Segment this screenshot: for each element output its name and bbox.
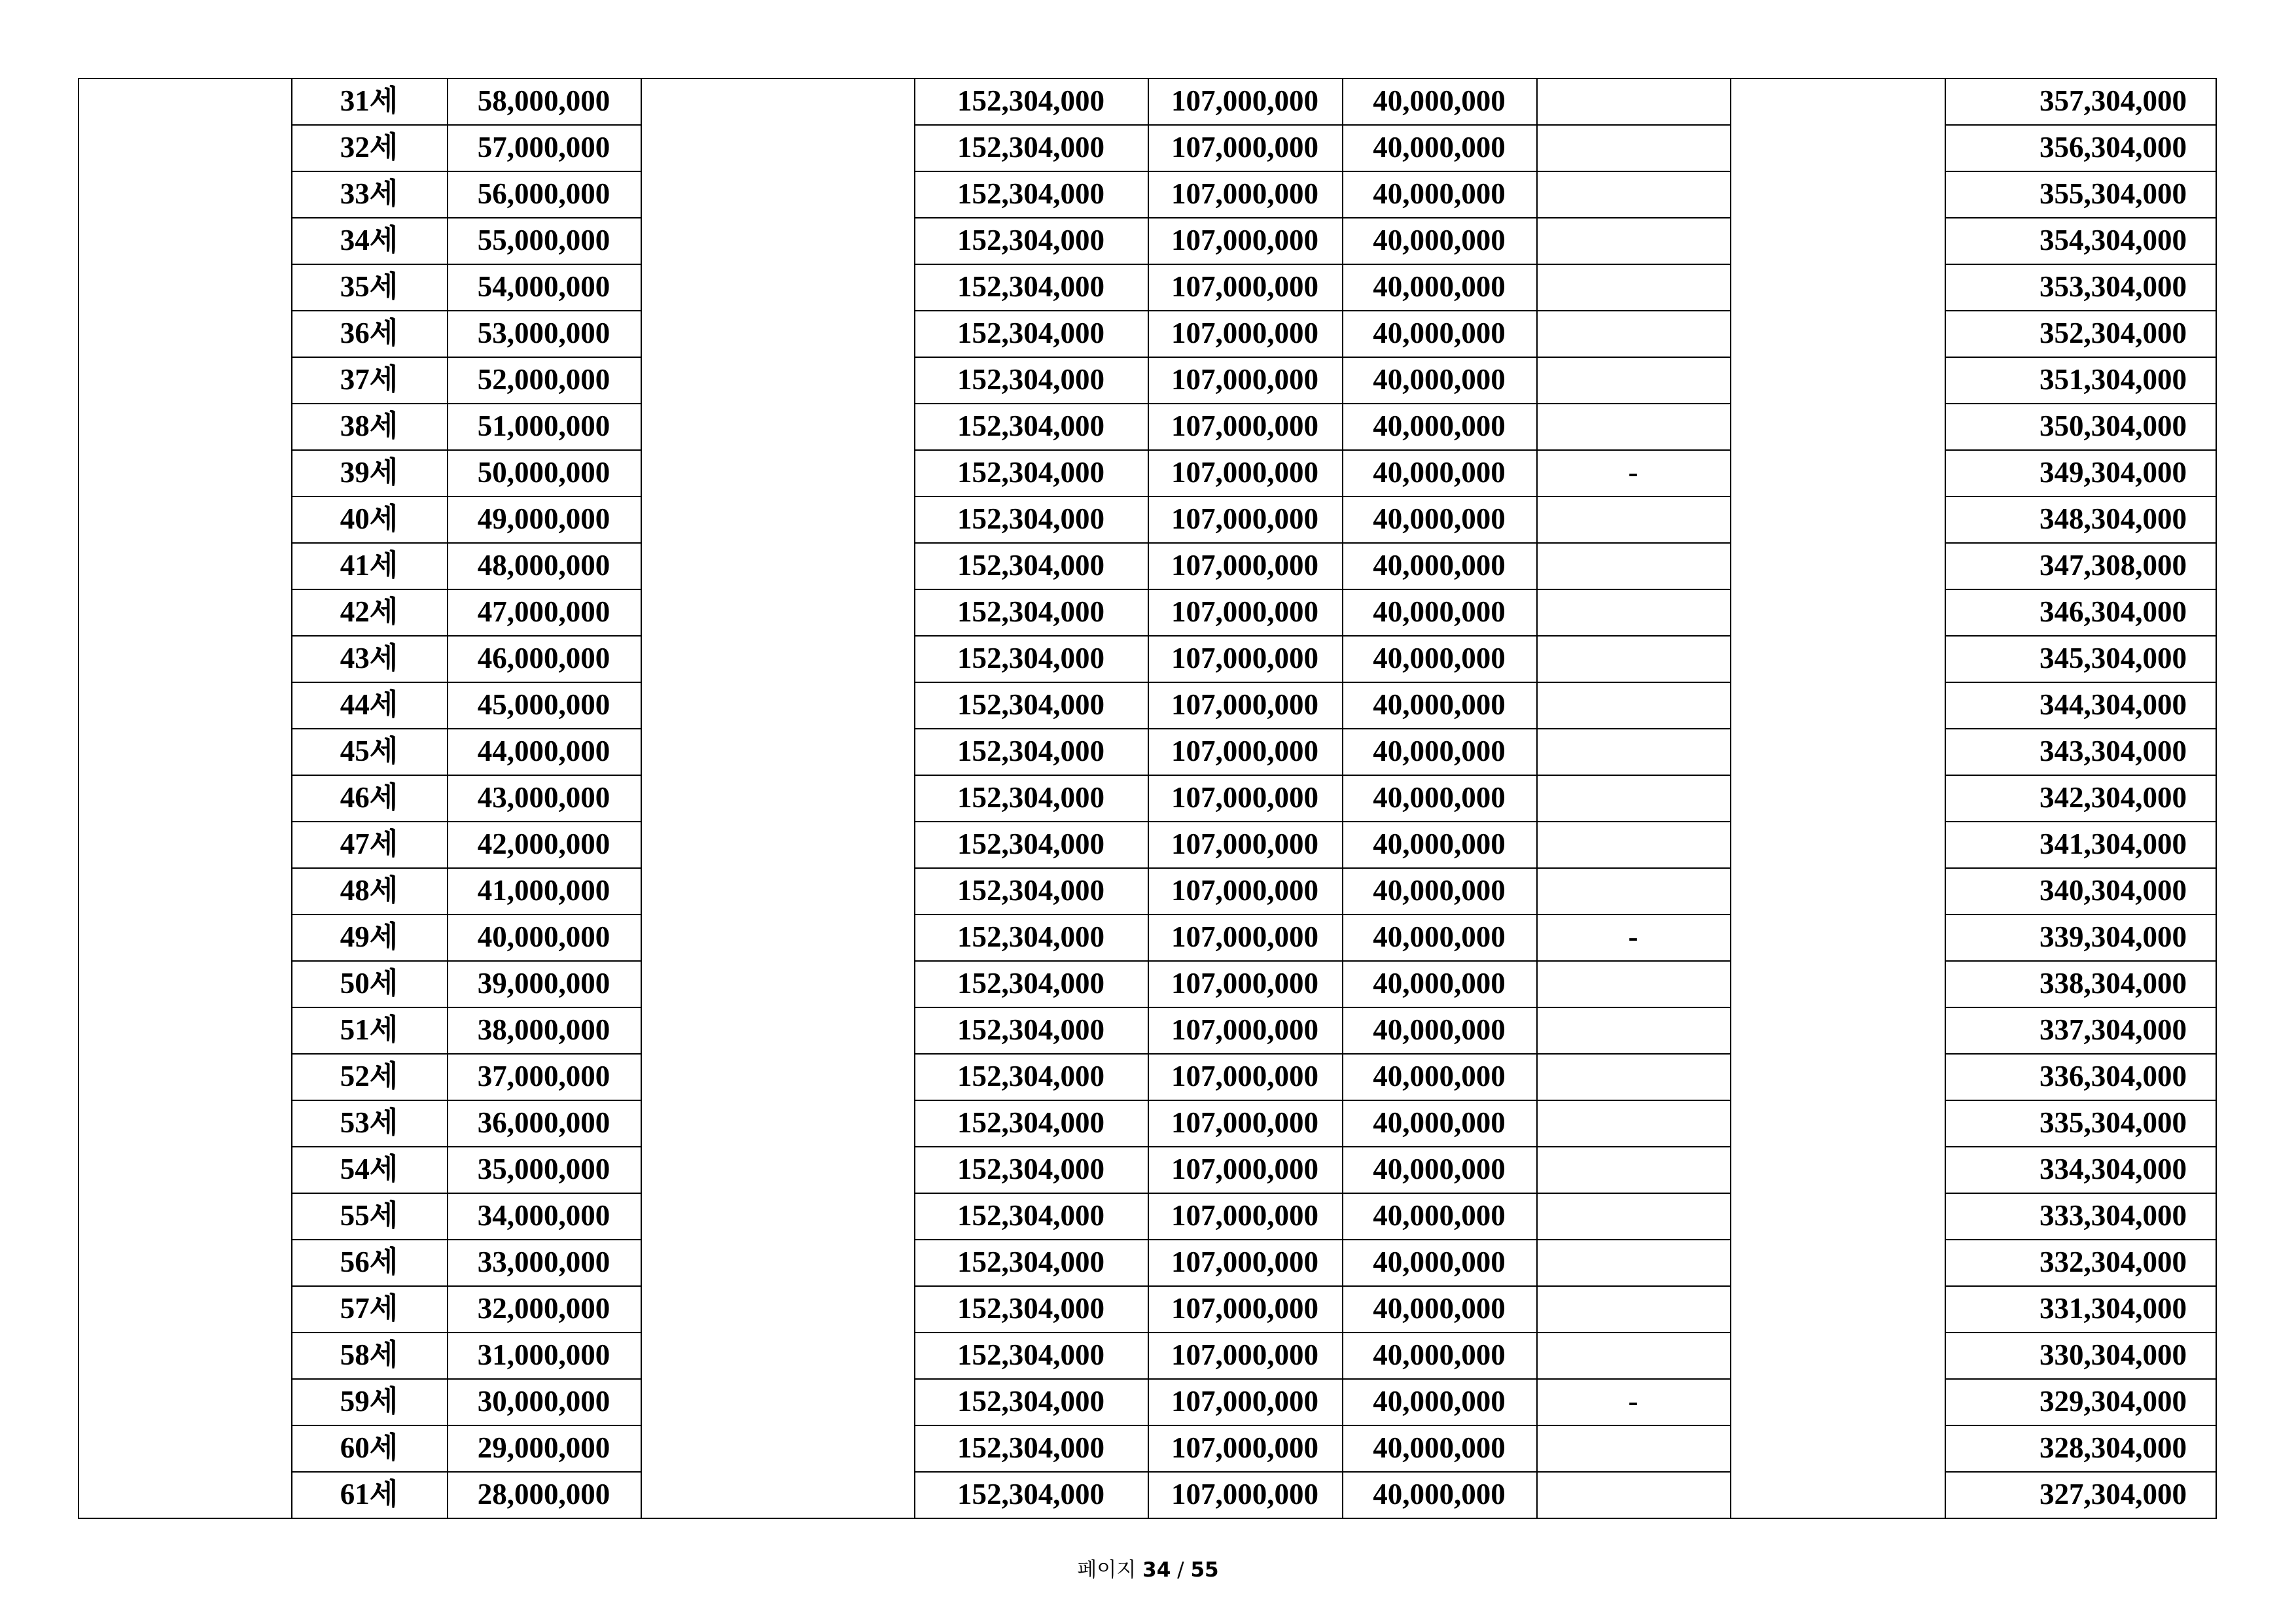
amount-b-cell: 107,000,000	[1171, 967, 1318, 1000]
amount-b-cell: 107,000,000	[1171, 642, 1318, 674]
dash-cell	[1536, 1193, 1730, 1239]
age-cell: 56세	[340, 1246, 398, 1278]
age-cell: 51세	[340, 1013, 398, 1046]
amount-c-cell: 40,000,000	[1373, 1431, 1506, 1464]
amount-a-cell: 152,304,000	[957, 1431, 1104, 1464]
dash-cell	[1536, 217, 1730, 264]
amount-b-cell: 107,000,000	[1171, 1013, 1318, 1046]
base-amount-cell: 32,000,000	[477, 1292, 610, 1325]
dash-cell	[1536, 728, 1730, 775]
base-amount-cell: 39,000,000	[477, 967, 610, 1000]
base-amount-cell: 58,000,000	[477, 84, 610, 117]
amount-b-cell: 107,000,000	[1171, 410, 1318, 442]
total-amount-cell: 338,304,000	[2040, 967, 2187, 1000]
table-column-border	[641, 78, 642, 1519]
total-amount-cell: 342,304,000	[2040, 781, 2187, 814]
base-amount-cell: 37,000,000	[477, 1060, 610, 1092]
age-cell: 33세	[340, 177, 398, 210]
dash-cell: -	[1628, 920, 1638, 953]
age-cell: 60세	[340, 1431, 398, 1464]
age-cell: 48세	[340, 874, 398, 907]
age-cell: 59세	[340, 1385, 398, 1418]
table-column-border	[78, 78, 79, 1519]
amount-b-cell: 107,000,000	[1171, 363, 1318, 396]
dash-cell	[1536, 960, 1730, 1007]
total-amount-cell: 340,304,000	[2040, 874, 2187, 907]
total-amount-cell: 351,304,000	[2040, 363, 2187, 396]
total-amount-cell: 352,304,000	[2040, 317, 2187, 349]
age-cell: 40세	[340, 502, 398, 535]
page-label: 페이지	[1077, 1558, 1137, 1582]
amount-c-cell: 40,000,000	[1373, 1246, 1506, 1278]
dash-cell	[1536, 1471, 1730, 1518]
amount-c-cell: 40,000,000	[1373, 1338, 1506, 1371]
total-amount-cell: 350,304,000	[2040, 410, 2187, 442]
page-footer	[0, 1553, 2296, 1582]
base-amount-cell: 50,000,000	[477, 456, 610, 489]
amount-b-cell: 107,000,000	[1171, 781, 1318, 814]
age-cell: 49세	[340, 920, 398, 953]
base-amount-cell: 53,000,000	[477, 317, 610, 349]
total-amount-cell: 347,308,000	[2040, 549, 2187, 582]
amount-a-cell: 152,304,000	[957, 1060, 1104, 1092]
dash-cell	[1536, 1239, 1730, 1285]
amount-b-cell: 107,000,000	[1171, 1106, 1318, 1139]
amount-a-cell: 152,304,000	[957, 1338, 1104, 1371]
total-amount-cell: 339,304,000	[2040, 920, 2187, 953]
total-amount-cell: 333,304,000	[2040, 1199, 2187, 1232]
dash-cell	[1536, 264, 1730, 310]
amount-b-cell: 107,000,000	[1171, 1385, 1318, 1418]
amount-c-cell: 40,000,000	[1373, 781, 1506, 814]
amount-c-cell: 40,000,000	[1373, 1060, 1506, 1092]
age-cell: 42세	[340, 595, 398, 628]
total-amount-cell: 357,304,000	[2040, 84, 2187, 117]
amount-c-cell: 40,000,000	[1373, 1013, 1506, 1046]
age-cell: 43세	[340, 642, 398, 674]
dash-cell	[1536, 171, 1730, 217]
dash-cell	[1536, 496, 1730, 542]
amount-b-cell: 107,000,000	[1171, 595, 1318, 628]
amount-c-cell: 40,000,000	[1373, 1385, 1506, 1418]
amount-b-cell: 107,000,000	[1171, 1199, 1318, 1232]
amount-c-cell: 40,000,000	[1373, 502, 1506, 535]
dash-cell	[1536, 1332, 1730, 1378]
amount-c-cell: 40,000,000	[1373, 1199, 1506, 1232]
base-amount-cell: 44,000,000	[477, 735, 610, 767]
age-cell: 61세	[340, 1478, 398, 1510]
amount-b-cell: 107,000,000	[1171, 1431, 1318, 1464]
amount-c-cell: 40,000,000	[1373, 1106, 1506, 1139]
age-cell: 57세	[340, 1292, 398, 1325]
amount-b-cell: 107,000,000	[1171, 177, 1318, 210]
base-amount-cell: 52,000,000	[477, 363, 610, 396]
age-cell: 31세	[340, 84, 398, 117]
age-cell: 35세	[340, 270, 398, 303]
amount-a-cell: 152,304,000	[957, 595, 1104, 628]
amount-c-cell: 40,000,000	[1373, 967, 1506, 1000]
amount-c-cell: 40,000,000	[1373, 595, 1506, 628]
age-cell: 39세	[340, 456, 398, 489]
dash-cell	[1536, 357, 1730, 403]
age-cell: 38세	[340, 410, 398, 442]
amount-a-cell: 152,304,000	[957, 967, 1104, 1000]
base-amount-cell: 45,000,000	[477, 688, 610, 721]
amount-c-cell: 40,000,000	[1373, 920, 1506, 953]
page-total: 55	[1190, 1558, 1219, 1582]
amount-b-cell: 107,000,000	[1171, 1153, 1318, 1185]
base-amount-cell: 46,000,000	[477, 642, 610, 674]
dash-cell	[1536, 867, 1730, 914]
amount-c-cell: 40,000,000	[1373, 688, 1506, 721]
total-amount-cell: 327,304,000	[2040, 1478, 2187, 1510]
amount-b-cell: 107,000,000	[1171, 1338, 1318, 1371]
table-column-border	[1730, 78, 1731, 1519]
amount-b-cell: 107,000,000	[1171, 874, 1318, 907]
amount-a-cell: 152,304,000	[957, 1106, 1104, 1139]
amount-b-cell: 107,000,000	[1171, 828, 1318, 860]
amount-a-cell: 152,304,000	[957, 642, 1104, 674]
amount-c-cell: 40,000,000	[1373, 1292, 1506, 1325]
amount-a-cell: 152,304,000	[957, 270, 1104, 303]
base-amount-cell: 31,000,000	[477, 1338, 610, 1371]
amount-a-cell: 152,304,000	[957, 317, 1104, 349]
amount-a-cell: 152,304,000	[957, 1013, 1104, 1046]
amount-c-cell: 40,000,000	[1373, 1153, 1506, 1185]
amount-a-cell: 152,304,000	[957, 1199, 1104, 1232]
dash-cell	[1536, 1007, 1730, 1053]
base-amount-cell: 49,000,000	[477, 502, 610, 535]
base-amount-cell: 33,000,000	[477, 1246, 610, 1278]
age-cell: 44세	[340, 688, 398, 721]
dash-cell	[1536, 403, 1730, 449]
total-amount-cell: 336,304,000	[2040, 1060, 2187, 1092]
payment-table	[78, 78, 2216, 1519]
amount-c-cell: 40,000,000	[1373, 456, 1506, 489]
dash-cell	[1536, 589, 1730, 635]
base-amount-cell: 57,000,000	[477, 131, 610, 164]
amount-c-cell: 40,000,000	[1373, 874, 1506, 907]
total-amount-cell: 331,304,000	[2040, 1292, 2187, 1325]
amount-c-cell: 40,000,000	[1373, 1478, 1506, 1510]
amount-a-cell: 152,304,000	[957, 84, 1104, 117]
dash-cell	[1536, 1285, 1730, 1332]
total-amount-cell: 335,304,000	[2040, 1106, 2187, 1139]
amount-c-cell: 40,000,000	[1373, 410, 1506, 442]
amount-b-cell: 107,000,000	[1171, 456, 1318, 489]
amount-c-cell: 40,000,000	[1373, 549, 1506, 582]
amount-a-cell: 152,304,000	[957, 688, 1104, 721]
page-separator: /	[1177, 1558, 1184, 1582]
amount-a-cell: 152,304,000	[957, 1292, 1104, 1325]
amount-b-cell: 107,000,000	[1171, 1060, 1318, 1092]
table-row-border	[78, 1518, 2217, 1519]
dash-cell	[1536, 1146, 1730, 1193]
total-amount-cell: 337,304,000	[2040, 1013, 2187, 1046]
amount-a-cell: 152,304,000	[957, 456, 1104, 489]
base-amount-cell: 38,000,000	[477, 1013, 610, 1046]
base-amount-cell: 28,000,000	[477, 1478, 610, 1510]
age-cell: 45세	[340, 735, 398, 767]
amount-a-cell: 152,304,000	[957, 1385, 1104, 1418]
amount-c-cell: 40,000,000	[1373, 84, 1506, 117]
amount-a-cell: 152,304,000	[957, 874, 1104, 907]
total-amount-cell: 346,304,000	[2040, 595, 2187, 628]
dash-cell	[1536, 310, 1730, 357]
amount-b-cell: 107,000,000	[1171, 1478, 1318, 1510]
base-amount-cell: 43,000,000	[477, 781, 610, 814]
age-cell: 46세	[340, 781, 398, 814]
amount-b-cell: 107,000,000	[1171, 84, 1318, 117]
age-cell: 52세	[340, 1060, 398, 1092]
dash-cell: -	[1628, 456, 1638, 489]
age-cell: 54세	[340, 1153, 398, 1185]
amount-a-cell: 152,304,000	[957, 131, 1104, 164]
base-amount-cell: 36,000,000	[477, 1106, 610, 1139]
age-cell: 58세	[340, 1338, 398, 1371]
total-amount-cell: 353,304,000	[2040, 270, 2187, 303]
age-cell: 53세	[340, 1106, 398, 1139]
base-amount-cell: 29,000,000	[477, 1431, 610, 1464]
dash-cell	[1536, 635, 1730, 682]
dash-cell	[1536, 124, 1730, 171]
amount-a-cell: 152,304,000	[957, 828, 1104, 860]
dash-cell	[1536, 1053, 1730, 1100]
age-cell: 47세	[340, 828, 398, 860]
base-amount-cell: 35,000,000	[477, 1153, 610, 1185]
amount-a-cell: 152,304,000	[957, 363, 1104, 396]
amount-b-cell: 107,000,000	[1171, 1292, 1318, 1325]
total-amount-cell: 356,304,000	[2040, 131, 2187, 164]
dash-cell	[1536, 821, 1730, 867]
base-amount-cell: 40,000,000	[477, 920, 610, 953]
total-amount-cell: 343,304,000	[2040, 735, 2187, 767]
total-amount-cell: 332,304,000	[2040, 1246, 2187, 1278]
amount-c-cell: 40,000,000	[1373, 642, 1506, 674]
amount-c-cell: 40,000,000	[1373, 177, 1506, 210]
total-amount-cell: 348,304,000	[2040, 502, 2187, 535]
amount-a-cell: 152,304,000	[957, 224, 1104, 256]
amount-a-cell: 152,304,000	[957, 1478, 1104, 1510]
dash-cell	[1536, 1100, 1730, 1146]
amount-b-cell: 107,000,000	[1171, 549, 1318, 582]
amount-a-cell: 152,304,000	[957, 1246, 1104, 1278]
base-amount-cell: 42,000,000	[477, 828, 610, 860]
amount-a-cell: 152,304,000	[957, 920, 1104, 953]
total-amount-cell: 328,304,000	[2040, 1431, 2187, 1464]
amount-b-cell: 107,000,000	[1171, 688, 1318, 721]
dash-cell	[1536, 775, 1730, 821]
dash-cell	[1536, 78, 1730, 124]
total-amount-cell: 344,304,000	[2040, 688, 2187, 721]
amount-b-cell: 107,000,000	[1171, 920, 1318, 953]
base-amount-cell: 55,000,000	[477, 224, 610, 256]
total-amount-cell: 355,304,000	[2040, 177, 2187, 210]
dash-cell	[1536, 1425, 1730, 1471]
age-cell: 34세	[340, 224, 398, 256]
base-amount-cell: 54,000,000	[477, 270, 610, 303]
amount-b-cell: 107,000,000	[1171, 1246, 1318, 1278]
base-amount-cell: 51,000,000	[477, 410, 610, 442]
base-amount-cell: 34,000,000	[477, 1199, 610, 1232]
base-amount-cell: 41,000,000	[477, 874, 610, 907]
amount-c-cell: 40,000,000	[1373, 363, 1506, 396]
amount-c-cell: 40,000,000	[1373, 828, 1506, 860]
dash-cell	[1536, 682, 1730, 728]
base-amount-cell: 48,000,000	[477, 549, 610, 582]
amount-b-cell: 107,000,000	[1171, 735, 1318, 767]
total-amount-cell: 329,304,000	[2040, 1385, 2187, 1418]
amount-b-cell: 107,000,000	[1171, 502, 1318, 535]
dash-cell	[1536, 542, 1730, 589]
total-amount-cell: 330,304,000	[2040, 1338, 2187, 1371]
amount-c-cell: 40,000,000	[1373, 317, 1506, 349]
table-column-border	[2216, 78, 2217, 1519]
age-cell: 50세	[340, 967, 398, 1000]
total-amount-cell: 349,304,000	[2040, 456, 2187, 489]
base-amount-cell: 47,000,000	[477, 595, 610, 628]
amount-c-cell: 40,000,000	[1373, 224, 1506, 256]
age-cell: 55세	[340, 1199, 398, 1232]
total-amount-cell: 345,304,000	[2040, 642, 2187, 674]
base-amount-cell: 56,000,000	[477, 177, 610, 210]
dash-cell: -	[1628, 1385, 1638, 1418]
amount-b-cell: 107,000,000	[1171, 131, 1318, 164]
amount-c-cell: 40,000,000	[1373, 735, 1506, 767]
amount-a-cell: 152,304,000	[957, 502, 1104, 535]
amount-c-cell: 40,000,000	[1373, 131, 1506, 164]
page-current: 34	[1142, 1558, 1171, 1582]
amount-a-cell: 152,304,000	[957, 410, 1104, 442]
amount-a-cell: 152,304,000	[957, 781, 1104, 814]
amount-b-cell: 107,000,000	[1171, 224, 1318, 256]
total-amount-cell: 341,304,000	[2040, 828, 2187, 860]
amount-a-cell: 152,304,000	[957, 549, 1104, 582]
amount-c-cell: 40,000,000	[1373, 270, 1506, 303]
total-amount-cell: 354,304,000	[2040, 224, 2187, 256]
total-amount-cell: 334,304,000	[2040, 1153, 2187, 1185]
amount-b-cell: 107,000,000	[1171, 270, 1318, 303]
amount-b-cell: 107,000,000	[1171, 317, 1318, 349]
amount-a-cell: 152,304,000	[957, 177, 1104, 210]
amount-a-cell: 152,304,000	[957, 735, 1104, 767]
age-cell: 36세	[340, 317, 398, 349]
base-amount-cell: 30,000,000	[477, 1385, 610, 1418]
amount-a-cell: 152,304,000	[957, 1153, 1104, 1185]
age-cell: 41세	[340, 549, 398, 582]
age-cell: 32세	[340, 131, 398, 164]
age-cell: 37세	[340, 363, 398, 396]
